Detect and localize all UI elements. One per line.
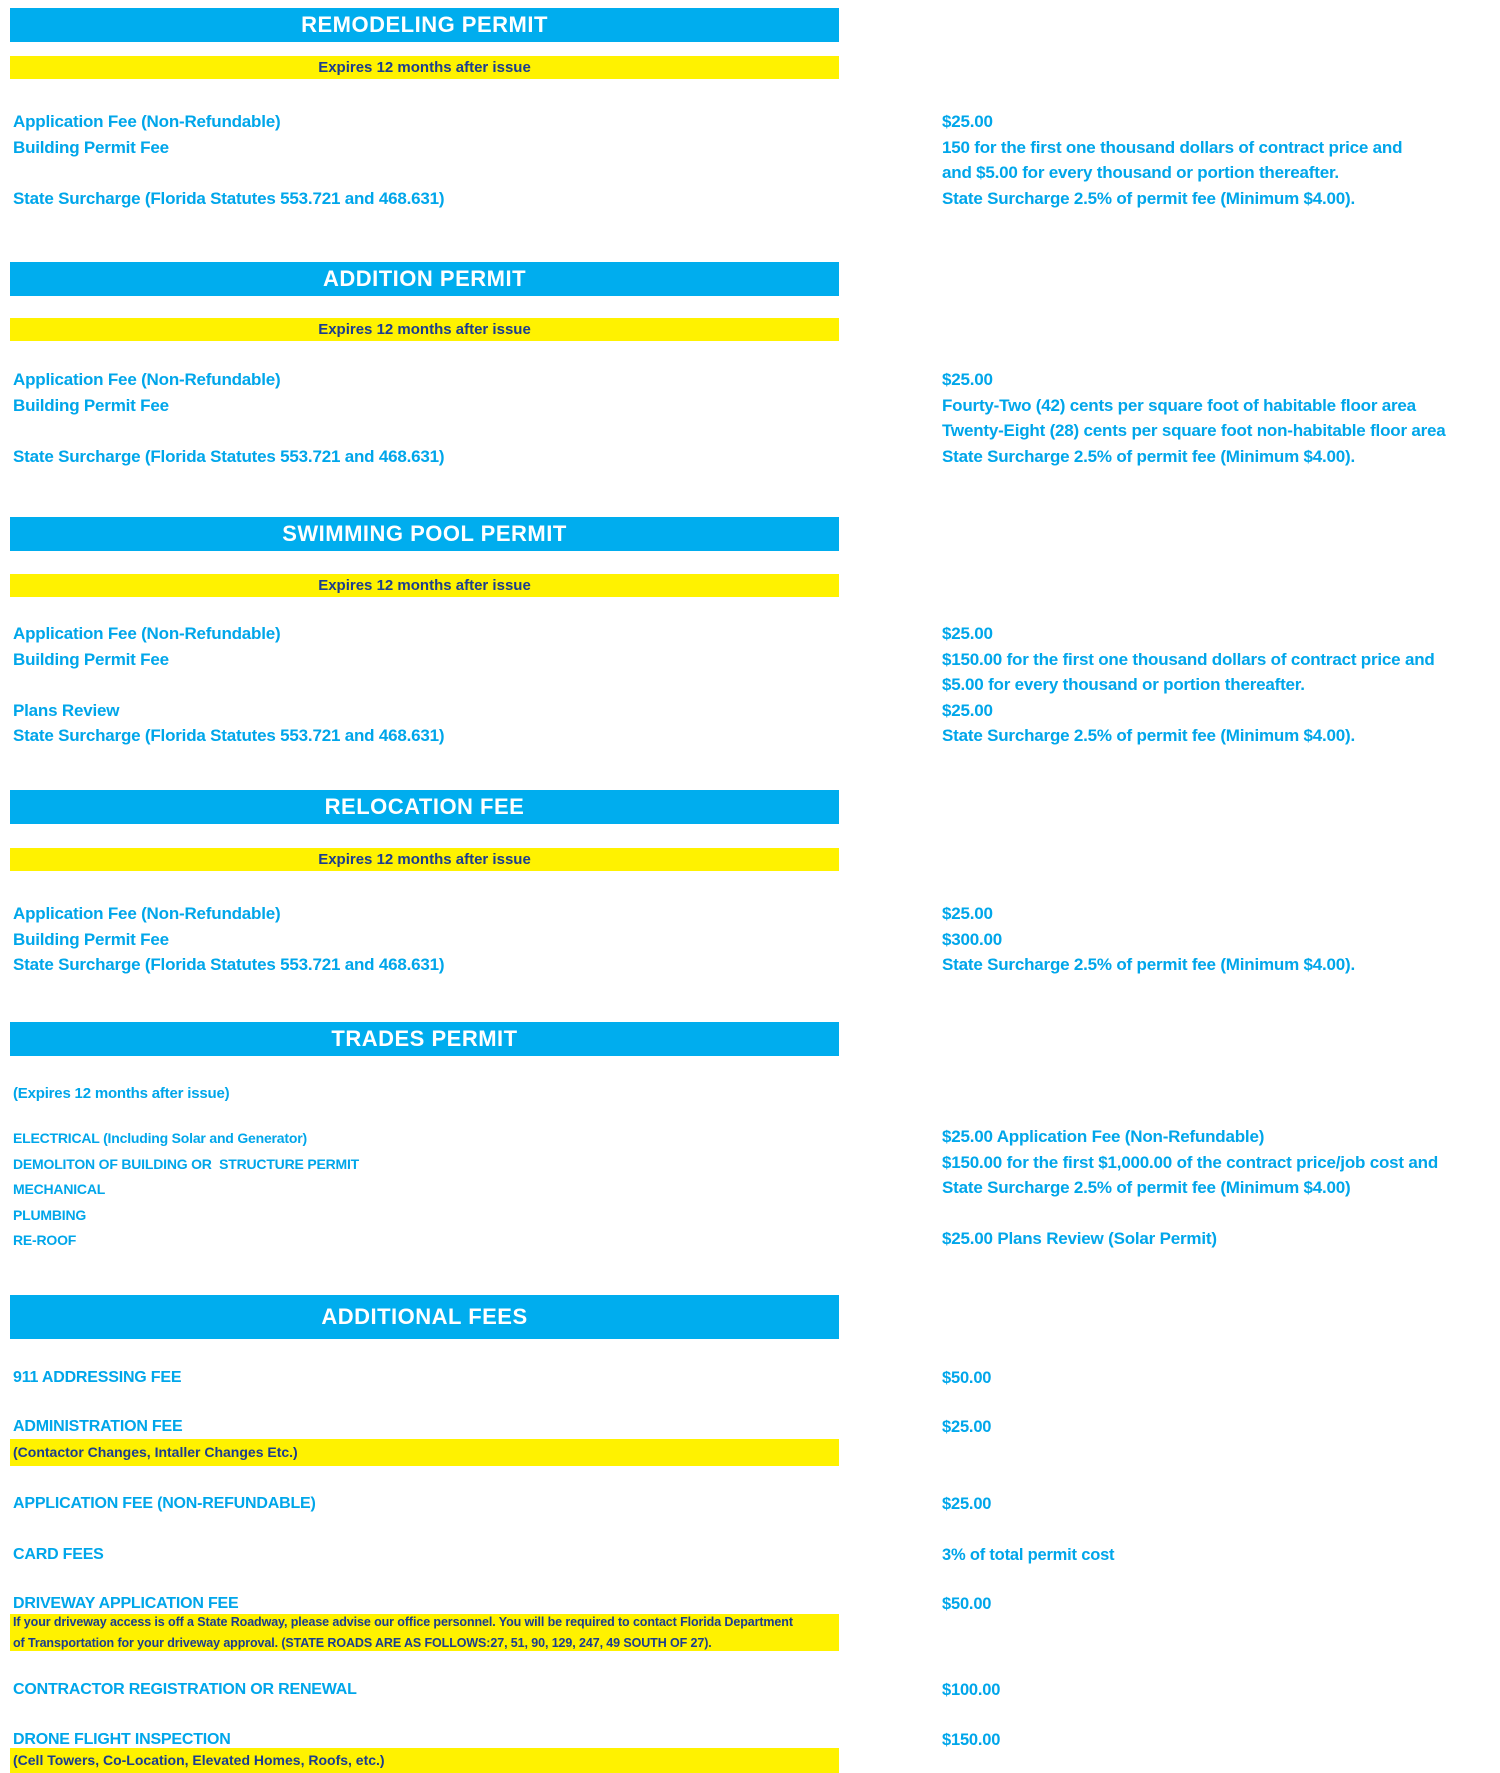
fee-value: $50.00 xyxy=(942,1369,992,1387)
fee-label: ELECTRICAL (Including Solar and Generator) xyxy=(13,1130,307,1146)
fee-label: ADMINISTRATION FEE xyxy=(13,1418,183,1435)
section-title: TRADES PERMIT xyxy=(331,1026,518,1051)
trades-fee-values xyxy=(942,1124,1438,1252)
expires-banner-remodeling xyxy=(10,56,839,79)
fee-label: Application Fee (Non-Refundable) xyxy=(13,370,281,389)
administration-fee-note-banner xyxy=(10,1439,839,1466)
fee-label: Building Permit Fee xyxy=(13,649,169,669)
section-title: RELOCATION FEE xyxy=(324,794,525,819)
fee-label xyxy=(13,160,444,186)
fee-label xyxy=(13,672,444,698)
section-title: SWIMMING POOL PERMIT xyxy=(282,521,567,546)
note-text-line-2: of Transportation for your driveway approval. (STATE ROADS ARE AS FOLLOWS:27, 51, 90, 129, 247, 49 SOUTH OF 27). xyxy=(13,1635,712,1650)
remodeling-fee-values xyxy=(942,109,1402,211)
fee-value: $25.00 xyxy=(942,904,993,923)
section-title: ADDITION PERMIT xyxy=(322,266,527,291)
addition-fee-values xyxy=(942,367,1446,469)
fee-label: Building Permit Fee xyxy=(13,929,169,949)
expires-text: Expires 12 months after issue xyxy=(318,321,531,338)
fee-label: DEMOLITON OF BUILDING OR STRUCTURE PERMIT xyxy=(13,1155,360,1172)
expires-text: Expires 12 months after issue xyxy=(318,851,531,868)
additional-fee-row-application xyxy=(0,1495,1500,1517)
fee-value: 150 for the first one thousand dollars of contract price and xyxy=(942,137,1403,157)
fee-value: $150.00 for the first $1,000.00 of the contract price/job cost and xyxy=(942,1152,1439,1172)
relocation-fee-values xyxy=(942,901,1355,978)
fee-label: 911 ADDRESSING FEE xyxy=(13,1369,182,1386)
fee-label: Plans Review xyxy=(13,700,120,720)
expires-text: Expires 12 months after issue xyxy=(318,59,531,76)
trades-fee-labels xyxy=(13,1126,359,1254)
fee-value: Fourty-Two (42) cents per square foot of habitable floor area xyxy=(942,395,1416,415)
fee-value: $300.00 xyxy=(942,929,1003,949)
trades-expires-note: (Expires 12 months after issue) xyxy=(13,1085,230,1102)
section-header-remodeling-permit xyxy=(10,8,839,42)
fee-value: $25.00 xyxy=(942,624,993,643)
fee-label: APPLICATION FEE (NON-REFUNDABLE) xyxy=(13,1495,316,1512)
additional-fee-row-contractor-registration xyxy=(0,1681,1500,1703)
fee-value: $25.00 xyxy=(942,700,993,720)
swimming-pool-fee-labels xyxy=(13,621,444,749)
section-header-relocation-fee xyxy=(10,790,839,824)
remodeling-fee-labels xyxy=(13,109,444,211)
fee-value: $25.00 xyxy=(942,1495,992,1513)
fee-label: CONTRACTOR REGISTRATION OR RENEWAL xyxy=(13,1681,357,1698)
fee-value: and $5.00 for every thousand or portion thereafter. xyxy=(942,163,1339,182)
fee-value: $25.00 Plans Review (Solar Permit) xyxy=(942,1229,1217,1248)
fee-value: $150.00 xyxy=(942,1731,1001,1749)
fee-value: State Surcharge 2.5% of permit fee (Minimum $4.00) xyxy=(942,1178,1351,1197)
fee-label: PLUMBING xyxy=(13,1206,87,1223)
note-text: (Contactor Changes, Intaller Changes Etc.) xyxy=(13,1444,298,1460)
fee-value: State Surcharge 2.5% of permit fee (Minimum $4.00). xyxy=(942,955,1356,974)
note-text: (Cell Towers, Co-Location, Elevated Homes, Roofs, etc.) xyxy=(13,1752,385,1768)
fee-value: $25.00 xyxy=(942,370,993,389)
fee-value: $25.00 xyxy=(942,112,993,131)
note-text-line-1: If your driveway access is off a State Roadway, please advise our office personnel. You will be required to contact Florida Department xyxy=(13,1614,793,1629)
driveway-fee-note-banner xyxy=(10,1614,839,1651)
fee-label: Building Permit Fee xyxy=(13,137,169,157)
fee-label: CARD FEES xyxy=(13,1546,104,1563)
fee-value: 3% of total permit cost xyxy=(942,1546,1115,1564)
section-header-trades-permit xyxy=(10,1022,839,1056)
fee-value: $150.00 for the first one thousand dollars of contract price and xyxy=(942,649,1435,669)
fee-label: DRIVEWAY APPLICATION FEE xyxy=(13,1595,239,1612)
fee-label xyxy=(13,418,444,444)
expires-banner-relocation xyxy=(10,848,839,871)
additional-fee-row-911-addressing xyxy=(0,1369,1500,1391)
fee-value: $25.00 xyxy=(942,1418,992,1436)
fee-label: State Surcharge (Florida Statutes 553.721 and 468.631) xyxy=(13,188,445,208)
drone-inspection-note-banner xyxy=(10,1748,839,1773)
fee-label: State Surcharge (Florida Statutes 553.721 and 468.631) xyxy=(13,726,445,745)
fee-value xyxy=(942,1201,1438,1227)
fee-value: $5.00 for every thousand or portion thereafter. xyxy=(942,675,1305,694)
expires-text: Expires 12 months after issue xyxy=(318,577,531,594)
section-header-additional-fees xyxy=(10,1295,839,1339)
fee-value: $100.00 xyxy=(942,1681,1001,1699)
relocation-fee-labels xyxy=(13,901,444,978)
fee-label: Building Permit Fee xyxy=(13,395,169,415)
additional-fee-row-card-fees xyxy=(0,1546,1500,1568)
fee-label: RE-ROOF xyxy=(13,1232,77,1248)
section-header-swimming-pool-permit xyxy=(10,517,839,551)
fee-label: DRONE FLIGHT INSPECTION xyxy=(13,1731,231,1748)
addition-fee-labels xyxy=(13,367,444,469)
expires-banner-swimming-pool xyxy=(10,574,839,597)
section-header-addition-permit xyxy=(10,262,839,296)
additional-fee-row-administration xyxy=(0,1418,1500,1440)
fee-value: Twenty-Eight (28) cents per square foot non-habitable floor area xyxy=(942,421,1446,440)
swimming-pool-fee-values xyxy=(942,621,1435,749)
fee-value: $50.00 xyxy=(942,1595,992,1613)
fee-value: State Surcharge 2.5% of permit fee (Minimum $4.00). xyxy=(942,726,1356,745)
fee-label: Application Fee (Non-Refundable) xyxy=(13,904,281,923)
fee-label: State Surcharge (Florida Statutes 553.721 and 468.631) xyxy=(13,446,445,466)
fee-label: Application Fee (Non-Refundable) xyxy=(13,624,281,643)
fee-label: Application Fee (Non-Refundable) xyxy=(13,112,281,131)
fee-value: $25.00 Application Fee (Non-Refundable) xyxy=(942,1127,1265,1146)
section-title: ADDITIONAL FEES xyxy=(321,1304,528,1329)
fee-label: State Surcharge (Florida Statutes 553.721 and 468.631) xyxy=(13,955,445,974)
fee-value: State Surcharge 2.5% of permit fee (Minimum $4.00). xyxy=(942,188,1356,208)
expires-banner-addition xyxy=(10,318,839,341)
fee-label: MECHANICAL xyxy=(13,1181,106,1197)
fee-value: State Surcharge 2.5% of permit fee (Minimum $4.00). xyxy=(942,446,1356,466)
section-title: REMODELING PERMIT xyxy=(301,12,548,37)
